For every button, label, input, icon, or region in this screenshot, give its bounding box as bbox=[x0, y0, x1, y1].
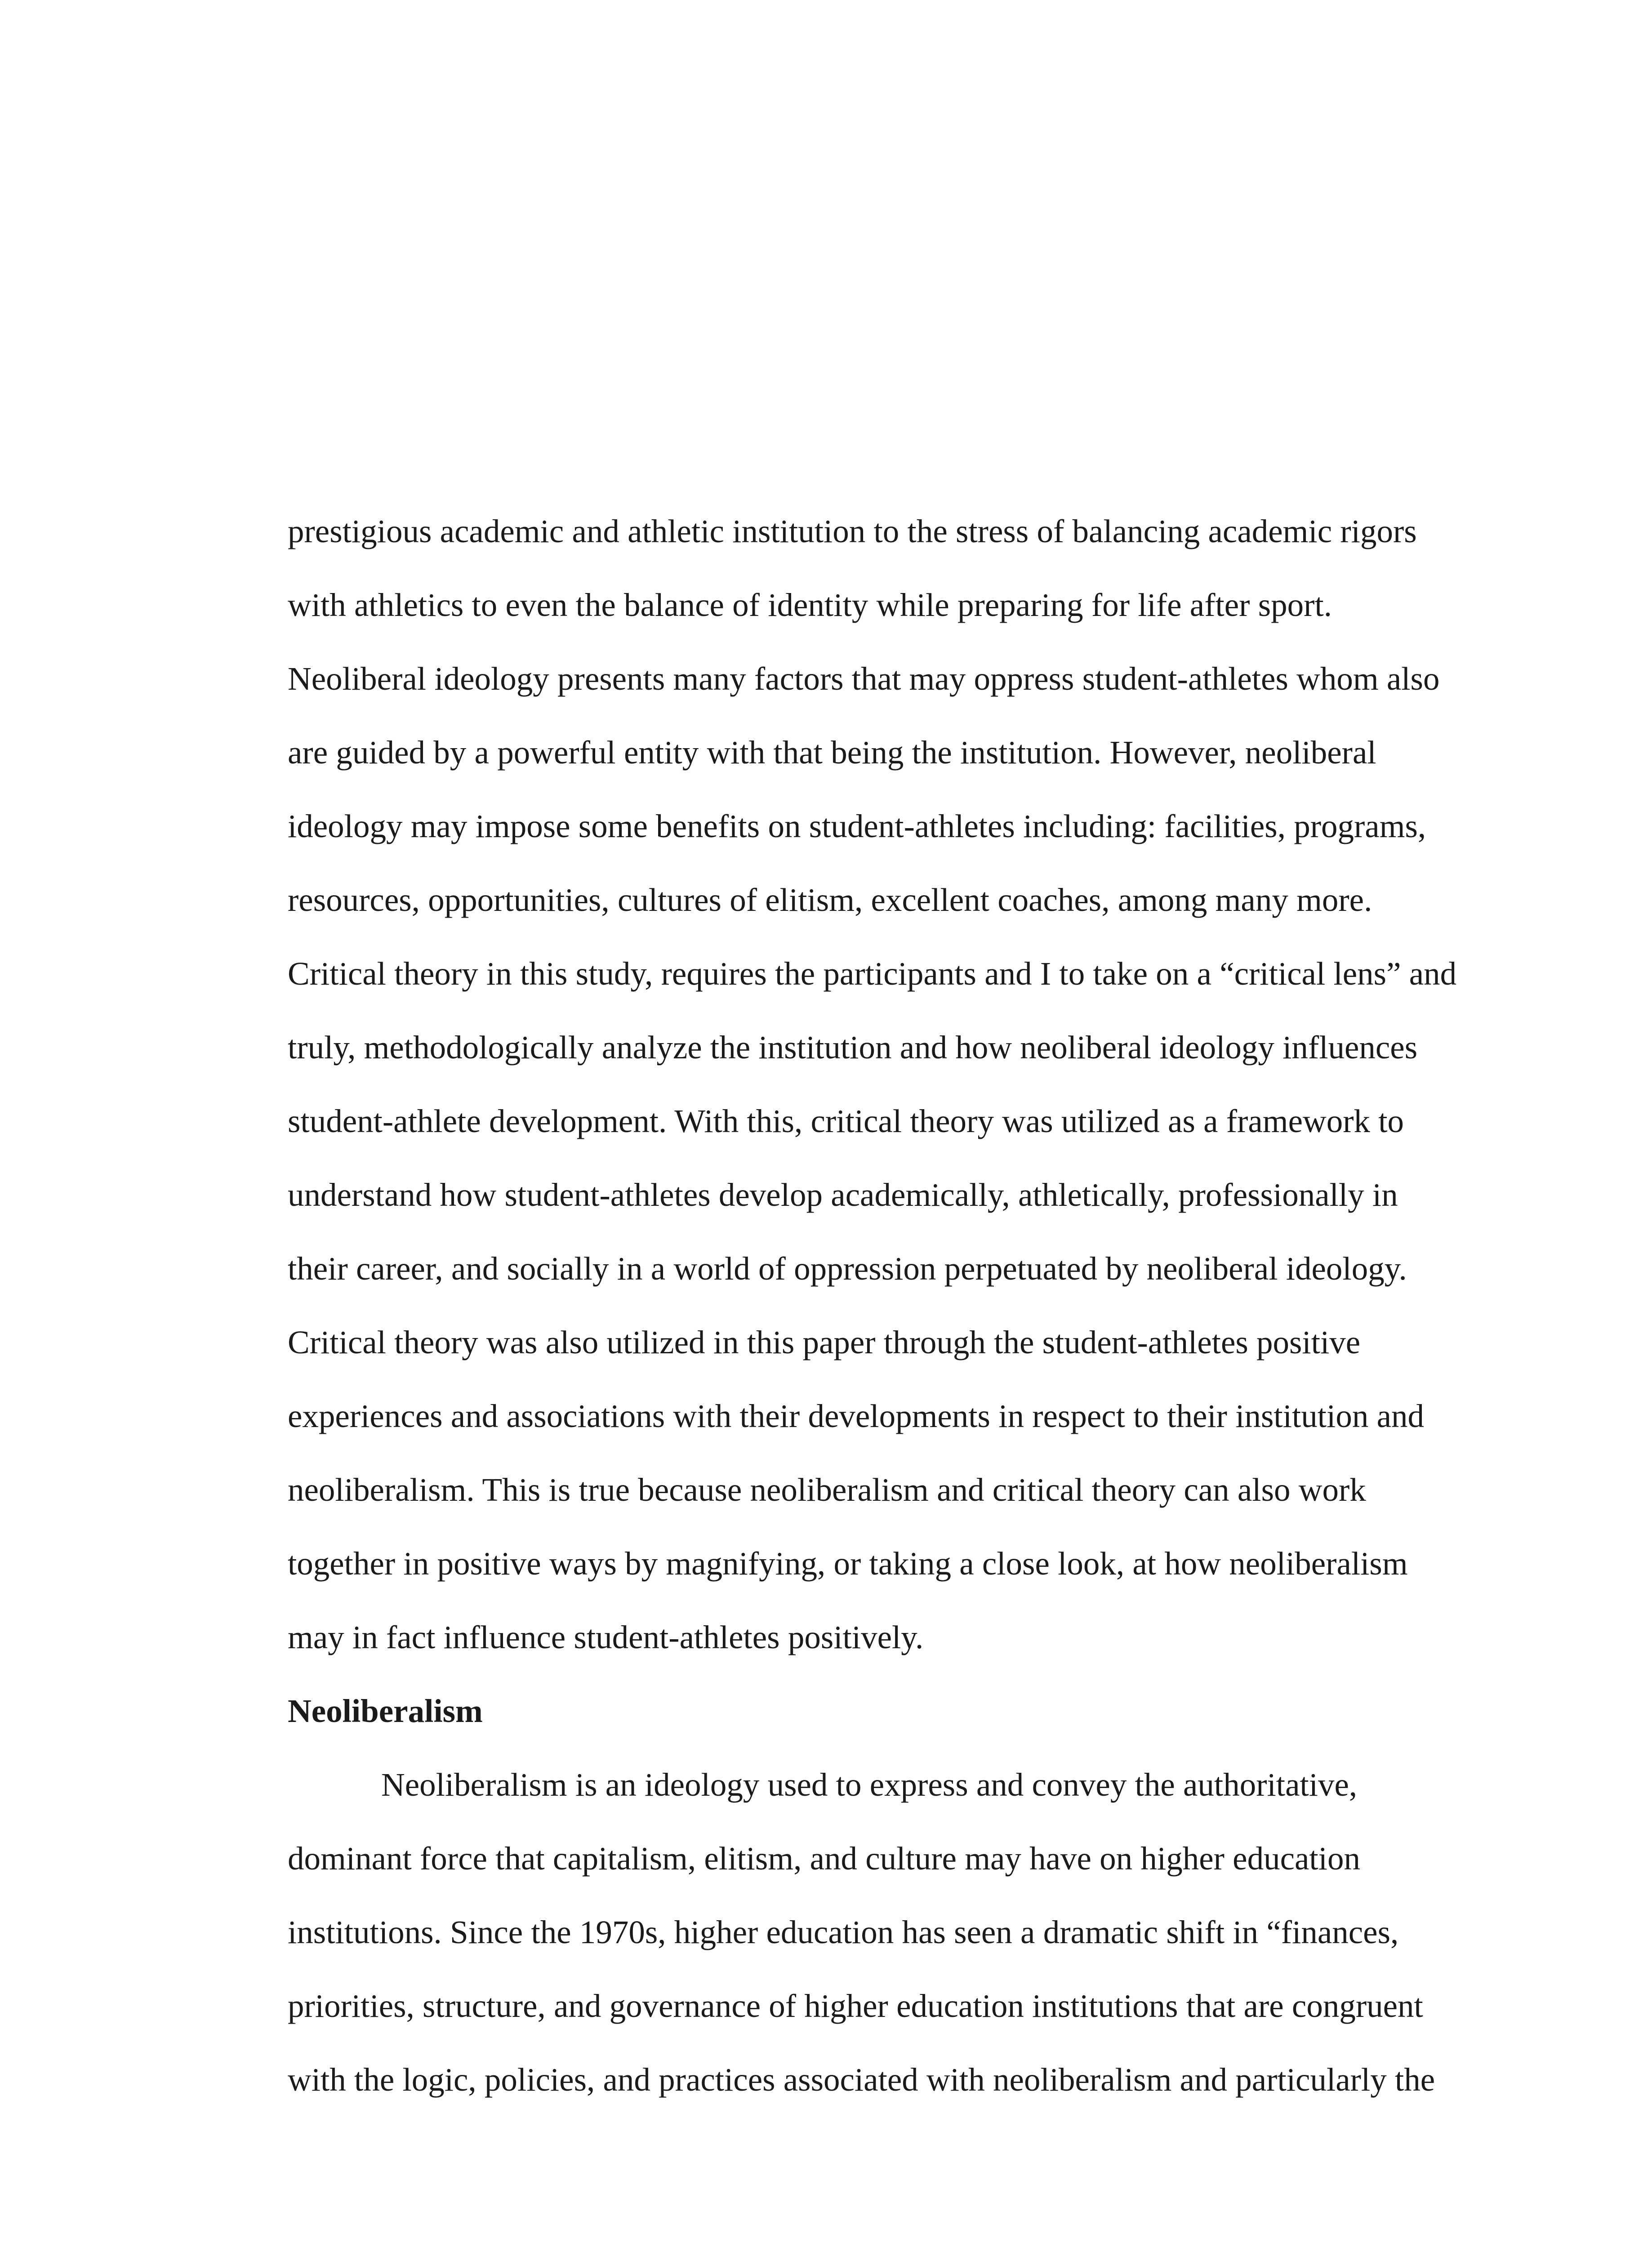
body-text bbox=[288, 495, 1457, 2117]
text-line: with the logic, policies, and practices associated with neoliberalism and particularly the bbox=[288, 2061, 1435, 2098]
text-line: dominant force that capitalism, elitism, and culture may have on higher education bbox=[288, 1840, 1360, 1877]
text-line: institutions. Since the 1970s, higher education has seen a dramatic shift in “finances, bbox=[288, 1914, 1399, 1950]
text-line: are guided by a powerful entity with that being the institution. However, neoliberal bbox=[288, 734, 1376, 771]
section-heading: Neoliberalism bbox=[288, 1693, 483, 1729]
text-line: may in fact influence student-athletes positively. bbox=[288, 1619, 924, 1655]
text-line: together in positive ways by magnifying, or taking a close look, at how neoliberalism bbox=[288, 1545, 1408, 1582]
text-line: truly, methodologically analyze the institution and how neoliberal ideology influences bbox=[288, 1029, 1418, 1066]
text-line: experiences and associations with their developments in respect to their institution and bbox=[288, 1398, 1424, 1434]
text-line: understand how student-athletes develop academically, athletically, professionally in bbox=[288, 1177, 1398, 1213]
text-line: resources, opportunities, cultures of elitism, excellent coaches, among many more. bbox=[288, 882, 1372, 918]
text-line: Critical theory was also utilized in this paper through the student-athletes positive bbox=[288, 1324, 1361, 1360]
text-line: student-athlete development. With this, critical theory was utilized as a framework to bbox=[288, 1103, 1404, 1139]
text-line: priorities, structure, and governance of higher education institutions that are congruent bbox=[288, 1988, 1423, 2024]
text-line: Critical theory in this study, requires the participants and I to take on a “critical lens” and bbox=[288, 955, 1457, 992]
text-line: prestigious academic and athletic institution to the stress of balancing academic rigors bbox=[288, 513, 1417, 549]
text-line: with athletics to even the balance of identity while preparing for life after sport. bbox=[288, 587, 1332, 623]
text-line: ideology may impose some benefits on student-athletes including: facilities, programs, bbox=[288, 808, 1426, 844]
text-line: Neoliberal ideology presents many factors that may oppress student-athletes whom also bbox=[288, 660, 1440, 697]
text-line: neoliberalism. This is true because neoliberalism and critical theory can also work bbox=[288, 1472, 1366, 1508]
text-line: Neoliberalism is an ideology used to express and convey the authoritative, bbox=[381, 1766, 1358, 1803]
text-line: their career, and socially in a world of oppression perpetuated by neoliberal ideology. bbox=[288, 1250, 1407, 1287]
